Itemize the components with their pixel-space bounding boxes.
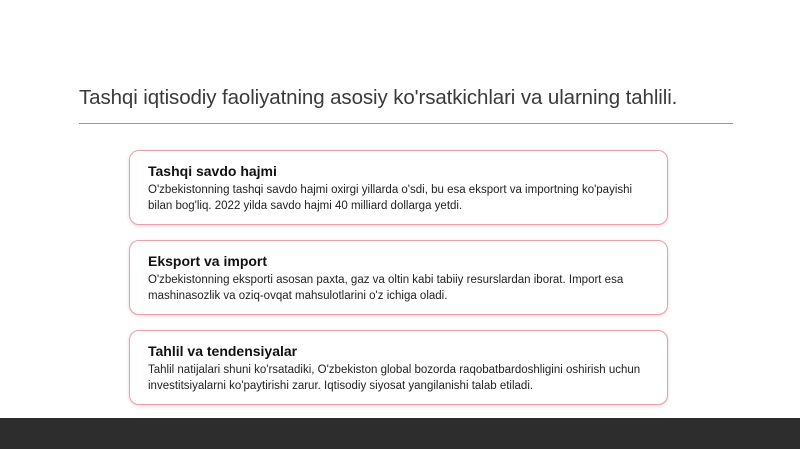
card-analysis-trends xyxy=(129,330,668,405)
slide-title: Tashqi iqtisodiy faoliyatning asosiy ko'rsatkichlari va ularning tahlili. xyxy=(79,86,678,109)
card-text: O'zbekistonning tashqi savdo hajmi oxirgi yillarda o'sdi, bu esa eksport va importning ko'payishi bilan bog'liq. 2022 yilda savdo hajmi 40 milliard dollarga yetdi. xyxy=(148,184,633,212)
card-export-import xyxy=(129,240,668,315)
card-heading: Eksport va import xyxy=(148,253,268,269)
card-text: Tahlil natijalari shuni ko'rsatadiki, O'zbekiston global bozorda raqobatbardoshligini oshirish uchun investitsiyalarni ko'paytirishi zarur. Iqtisodiy siyosat yangilanishi talab etiladi. xyxy=(148,364,641,392)
bottom-bar xyxy=(0,418,800,449)
title-divider xyxy=(79,123,733,124)
card-heading: Tahlil va tendensiyalar xyxy=(148,343,298,359)
card-text: O'zbekistonning eksporti asosan paxta, gaz va oltin kabi tabiiy resurslardan iborat. Import esa mashinasozlik va oziq-ovqat mahsulotlarini o'z ichiga oladi. xyxy=(148,274,624,302)
card-trade-volume xyxy=(129,150,668,225)
card-heading: Tashqi savdo hajmi xyxy=(148,163,277,179)
